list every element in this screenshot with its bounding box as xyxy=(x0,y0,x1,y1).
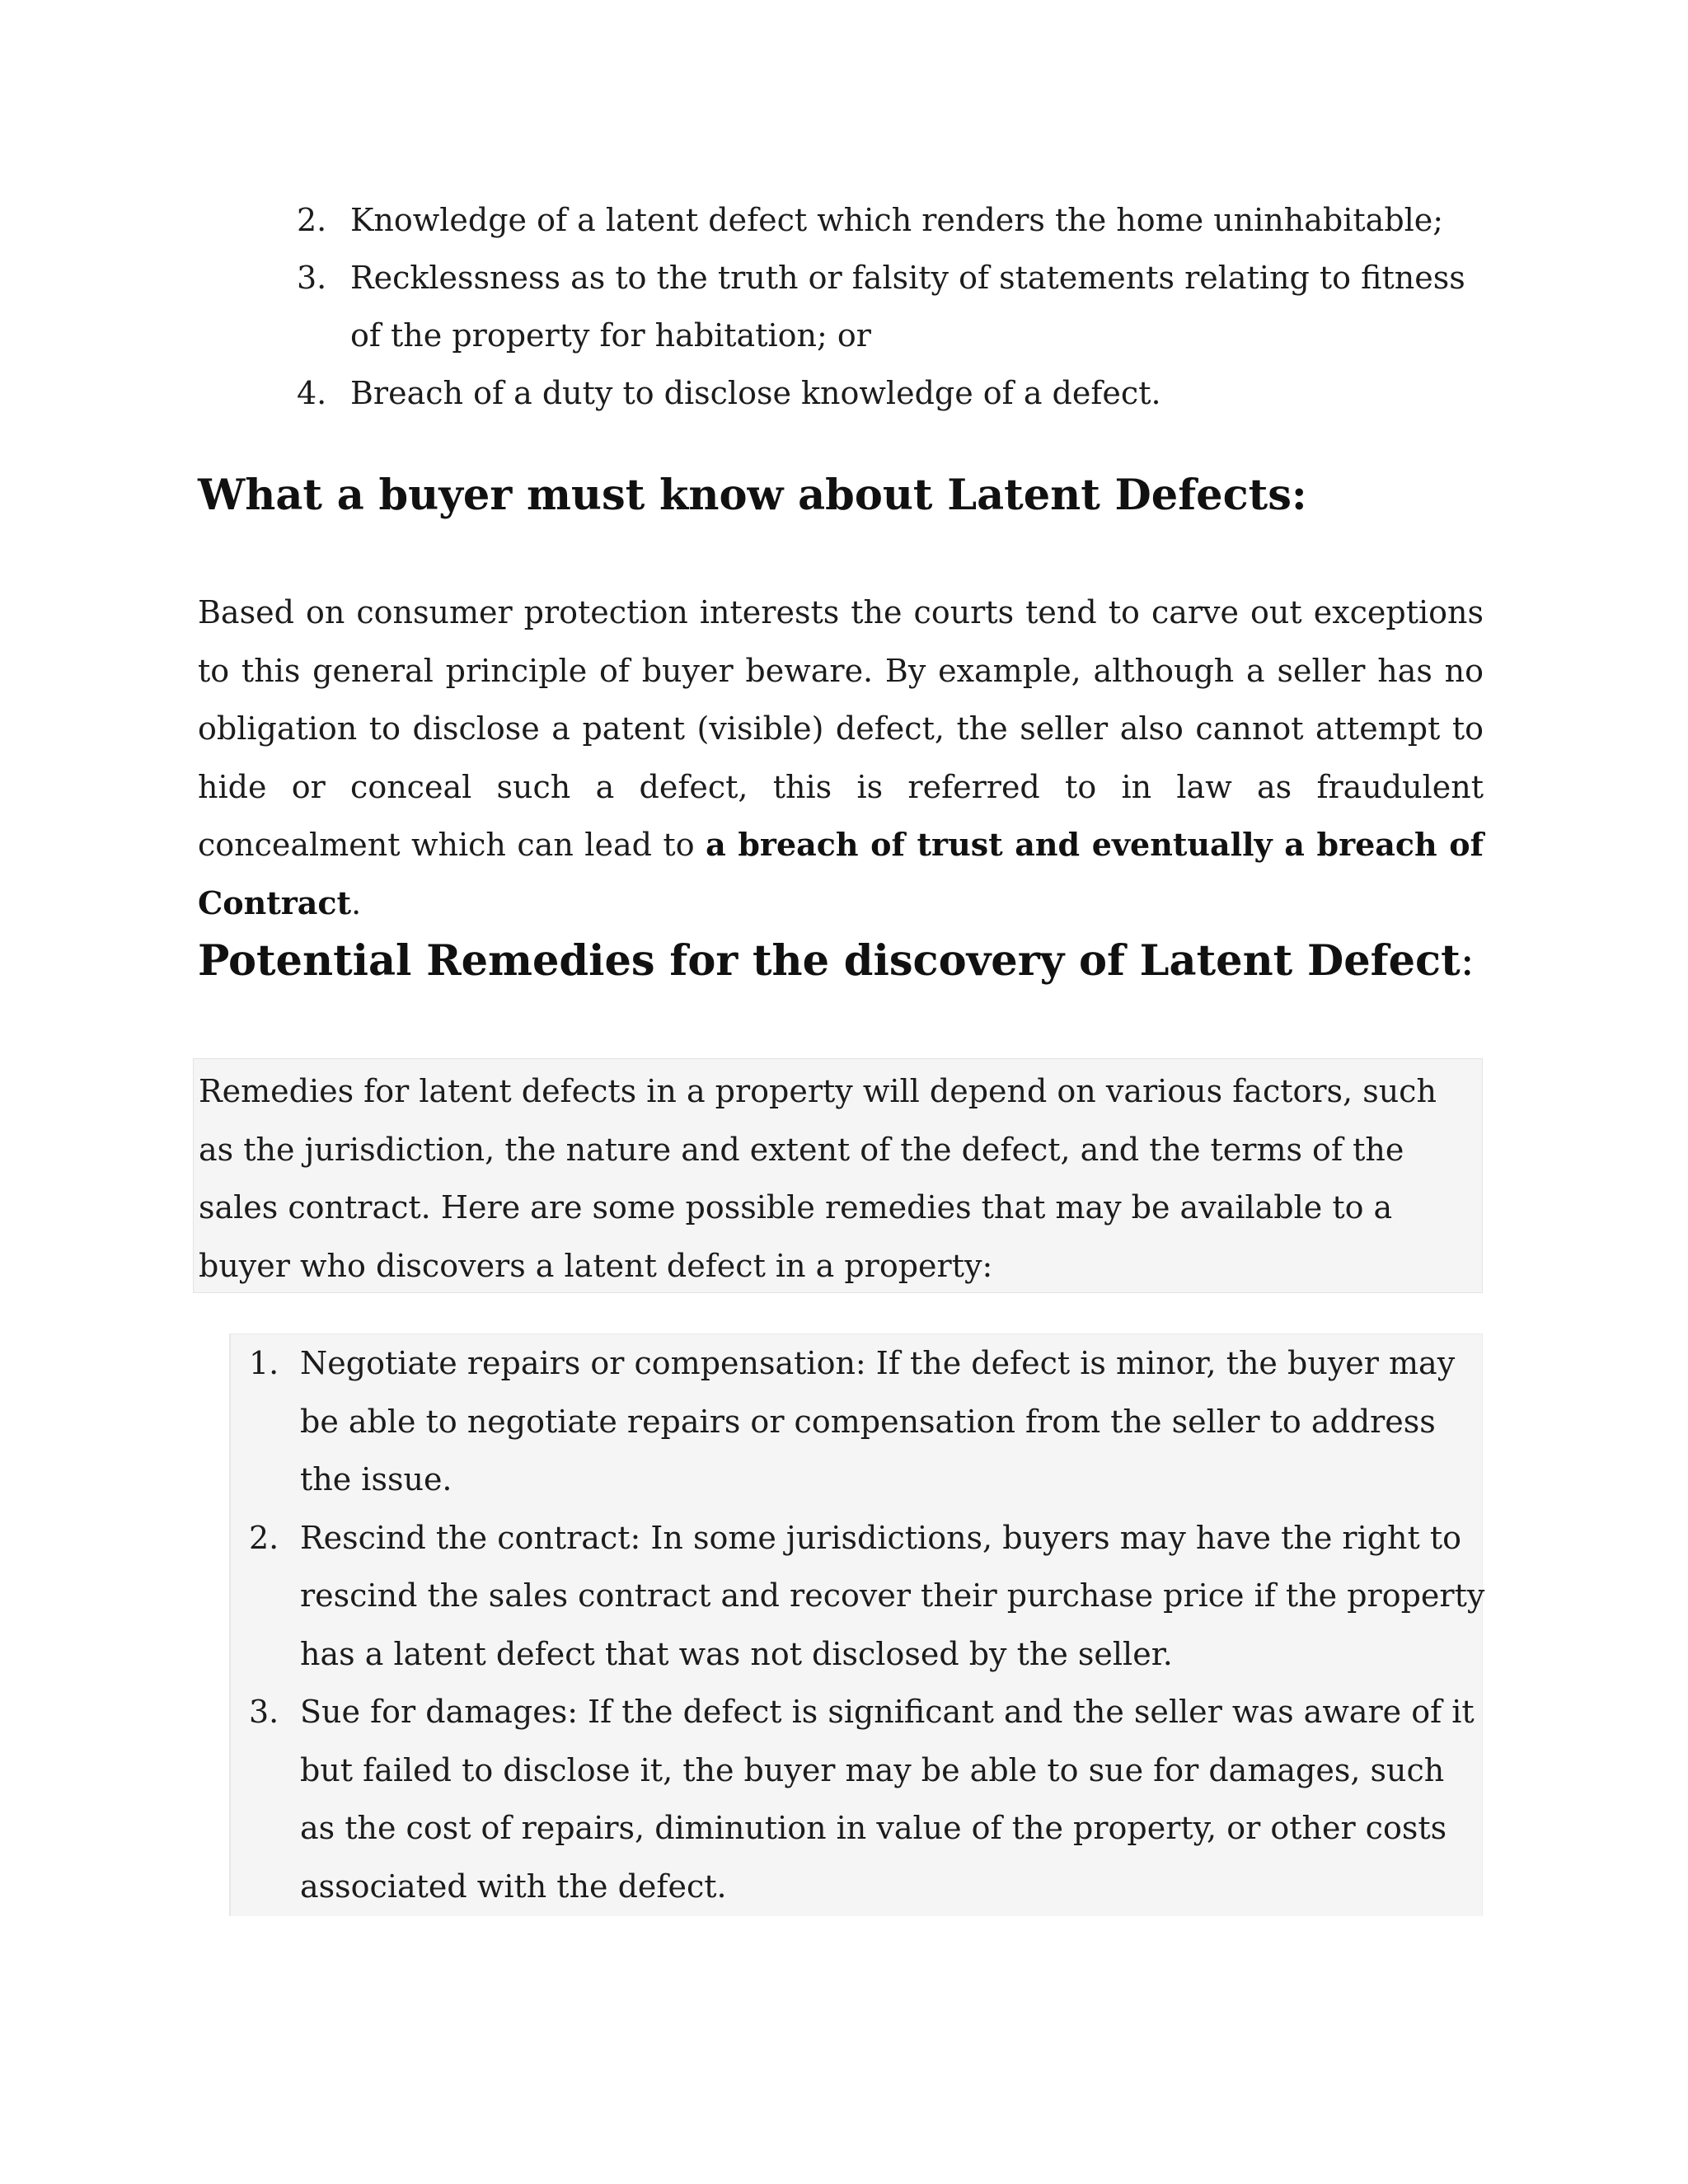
list-item xyxy=(249,1334,1485,1509)
list-item-text: Recklessness as to the truth or falsity of statements relating to fitness of the property for habitation; or xyxy=(350,260,1465,354)
list-item-text: Negotiate repairs or compensation: If the defect is minor, the buyer may be able to negotiate repairs or compensation from the seller to address the issue. xyxy=(300,1345,1456,1497)
list-item xyxy=(249,1683,1485,1915)
list-item-text: Knowledge of a latent defect which renders the home uninhabitable; xyxy=(350,202,1444,238)
heading-colon: : xyxy=(1460,937,1475,986)
list-item-text: Breach of a duty to disclose knowledge of a defect. xyxy=(350,375,1161,411)
remedies-list-box xyxy=(229,1333,1483,1916)
buyer-beware-paragraph xyxy=(198,583,1484,932)
remedies-list xyxy=(249,1334,1485,1915)
list-number: 3. xyxy=(249,1694,279,1730)
latent-defects-heading: What a buyer must know about Latent Defects: xyxy=(198,471,1307,520)
list-item xyxy=(297,364,1500,422)
list-item-text: Rescind the contract: In some jurisdictions, buyers may have the right to rescind the sales contract and recover their purchase price if the property has a latent defect that was not disclosed by the seller. xyxy=(300,1519,1485,1672)
list-number: 3. xyxy=(297,260,327,296)
remedies-intro-text: Remedies for latent defects in a property will depend on various factors, such as the jurisdiction, the nature and extent of the defect, and the terms of the sales contract. Here are some possible remedies that may be available to a buyer who discovers a latent defect in a property: xyxy=(199,1073,1437,1284)
remedies-heading: Potential Remedies for the discovery of Latent Defect: xyxy=(198,936,1475,986)
defect-criteria-list xyxy=(297,191,1500,422)
list-item xyxy=(297,191,1500,249)
paragraph-end: . xyxy=(351,884,362,921)
list-number: 2. xyxy=(249,1519,279,1556)
paragraph-bold-text: a breach of trust and eventually a breach of Contract xyxy=(198,826,1484,921)
list-item xyxy=(249,1509,1485,1684)
paragraph-text: Based on consumer protection interests the courts tend to carve out exceptions to this general principle of buyer beware. By example, although a seller has no obligation to disclose a patent (visible) defect, the seller also cannot attempt to hide or conceal such a defect, this is referred to in law as fraudulent concealment which can lead to xyxy=(198,594,1484,863)
list-number: 1. xyxy=(249,1345,279,1381)
list-item-text: Sue for damages: If the defect is significant and the seller was aware of it but failed to disclose it, the buyer may be able to sue for damages, such as the cost of repairs, diminution in value of the property, or other costs associated with the defect. xyxy=(300,1694,1475,1905)
list-number: 4. xyxy=(297,375,327,411)
remedies-intro-box xyxy=(193,1058,1483,1293)
list-item xyxy=(297,249,1500,364)
list-number: 2. xyxy=(297,202,327,238)
